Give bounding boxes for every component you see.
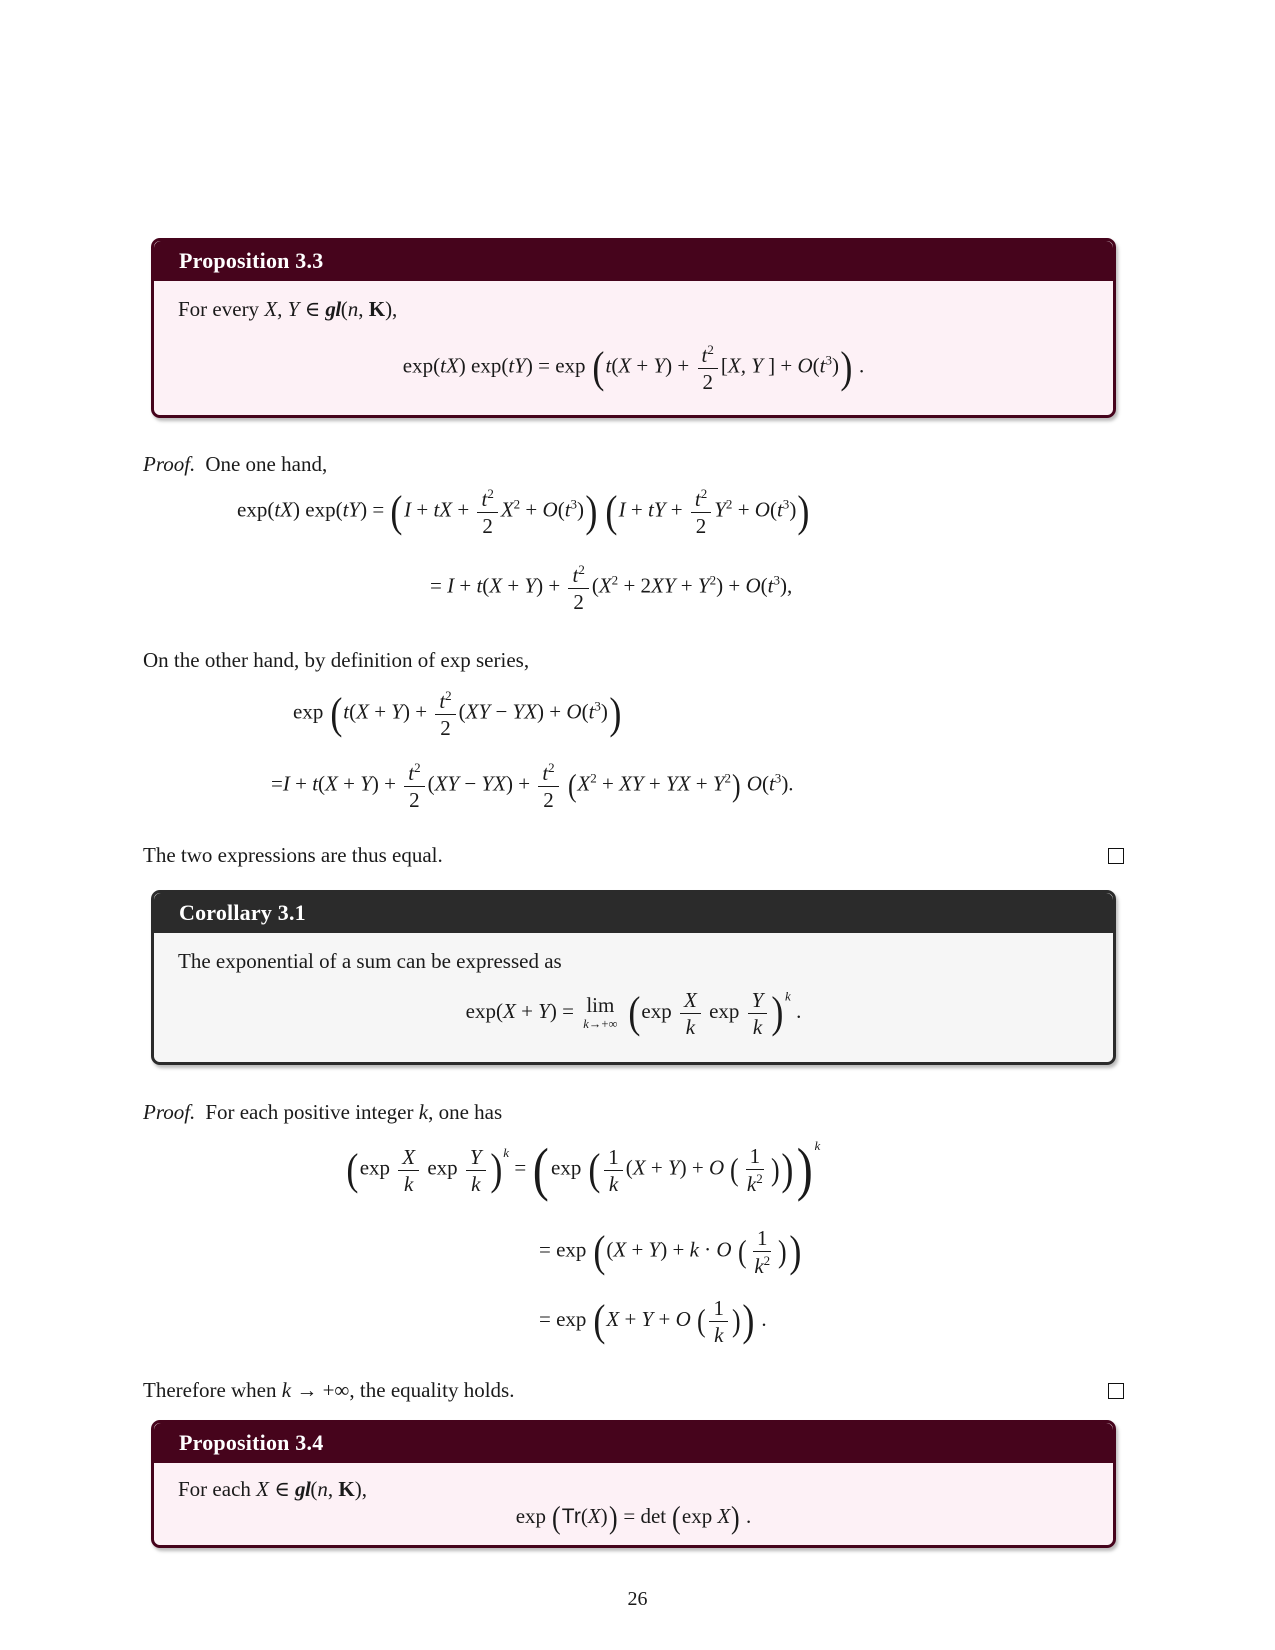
- proposition-3-3-body: [154, 281, 1113, 415]
- proposition-3-4-body: [154, 1463, 1113, 1545]
- proof-2-equation-line-2: = exp ((X + Y) + k · O ( $\frac{1}{k^2}$ )): [539, 1226, 802, 1279]
- corollary-3-1-box: [151, 890, 1116, 1065]
- proof-1-lead-text: One one hand,: [205, 452, 328, 476]
- proof-1-closing-row: [143, 843, 1124, 868]
- corollary-3-1-body: [154, 933, 1113, 1062]
- qed-square-icon: [1108, 848, 1124, 864]
- proposition-3-4-title: Proposition 3.4: [179, 1430, 324, 1455]
- proposition-3-4-intro: For each X ∈ gl(n, K),: [178, 1477, 367, 1501]
- proposition-3-4-equation: exp (Tr(X)) = det (exp X) .: [515, 1500, 752, 1536]
- proof-1-equation-line-2: = I + t(X + Y) + $\frac{t^2}{2}$ $(X^2 + 2XY + Y^2) + O(t^3)$,: [430, 562, 793, 615]
- page-number: 26: [627, 1588, 648, 1610]
- corollary-3-1-equation: exp(X + Y) = lim k→+∞ (exp $\frac{X}{k}$ exp $\frac{Y}{k}$ )$^k$ .: [465, 988, 802, 1040]
- proof-2-equation-line-1: (exp $\frac{X}{k}$ exp $\frac{Y}{k}$ )$^k$ = (exp ( $\frac{1}{k}$ (X + Y) + O ( $\frac{1}{k^2}$ ))) $^k$: [346, 1136, 821, 1202]
- proof-1-equation-line-1: exp(tX) exp(tY) = (I + tX + $\frac{t^2}{2}$ $X^2 + O(t^3)$) (I + tY + $\frac{t^2}{2}$ $Y^2 + O(t^3)$): [237, 486, 810, 539]
- proof-2-closing-row: [143, 1378, 1124, 1403]
- corollary-3-1-intro: The exponential of a sum can be expressed as: [178, 949, 562, 973]
- proof-2-label: Proof.: [143, 1100, 196, 1124]
- proof-1-lead: [143, 452, 327, 477]
- proof-2-lead-text: For each positive integer k, one has: [205, 1100, 503, 1124]
- proposition-3-3-header: [154, 241, 1113, 281]
- proposition-3-3-equation: exp(tX) exp(tY) = exp (t(X + Y) + $\frac{t^2}{2}$ [X, Y ] + $O(t^3)$) .: [402, 342, 865, 395]
- proof-2-lead: [143, 1100, 502, 1125]
- proof-1-closing-text: The two expressions are thus equal.: [143, 843, 443, 867]
- qed-square-icon: [1108, 1383, 1124, 1399]
- proof-1-equation-line-4: =I + t(X + Y) + $\frac{t^2}{2}$ (XY − YX) + $\frac{t^2}{2}$ ($X^2$ + XY + YX + $Y^2$) $O(t^3)$.: [271, 760, 794, 813]
- proof-1-equation-line-3: exp (t(X + Y) + $\frac{t^2}{2}$ $(XY - YX) + O(t^3)$): [293, 688, 622, 741]
- proposition-3-3-intro: For every X, Y ∈ gl(n, K),: [178, 297, 398, 321]
- proof-1-label: Proof.: [143, 452, 196, 476]
- proof-2-closing-text: Therefore when k → +∞, the equality holds.: [143, 1378, 515, 1402]
- proof-1-middle-text: On the other hand, by definition of exp series,: [143, 648, 530, 672]
- proposition-3-3-box: [151, 238, 1116, 418]
- proof-2-equation-line-3: = exp (X + Y + O ( $\frac{1}{k}$ )) .: [539, 1296, 767, 1348]
- proposition-3-4-header: [154, 1423, 1113, 1463]
- proposition-3-3-title: Proposition 3.3: [179, 248, 324, 273]
- corollary-3-1-header: [154, 893, 1113, 933]
- corollary-3-1-title: Corollary 3.1: [179, 900, 306, 925]
- proposition-3-4-box: [151, 1420, 1116, 1548]
